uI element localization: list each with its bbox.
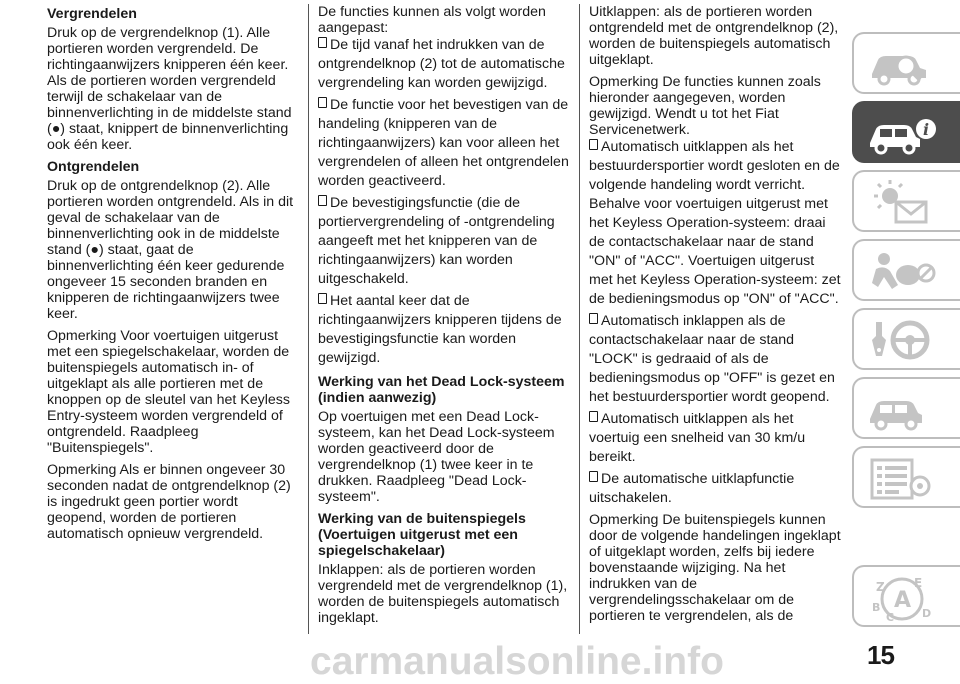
svg-text:C: C (886, 611, 895, 623)
car-breakdown-icon (864, 385, 936, 435)
steering-key-icon (864, 316, 936, 366)
page-number: 15 (867, 640, 894, 670)
list-item-text: Automatisch uitklappen als het voertuig een snelheid van 30 km/u bereikt. (589, 411, 806, 465)
paragraph-note-mirrors: Opmerking Voor voertuigen uitgerust met een spiegelschakelaar, worden de buitenspiegels automatisch in- of uitgeklapt als alle portieren met de knoppen op de sleutel van het Keyless Entry-systeem worden vergrendeld of ontgrendeld. Raadpleeg "Buitenspiegels". (47, 328, 290, 456)
svg-text:E: E (914, 576, 923, 590)
paragraph-fold-out: Uitklappen: als de portieren worden ontgrendeld met de ontgrendelknop (2), worden de buitenspiegels automatisch uitgeklapt. (589, 4, 839, 68)
paragraph-note-relock: Opmerking Als er binnen ongeveer 30 seconden nadat de ontgrendelknop (2) is ingedrukt geen portier wordt geopend, worden de portieren automatisch opnieuw vergrendeld. (47, 462, 291, 542)
heading-ontgrendelen: Ontgrendelen (47, 159, 140, 175)
paragraph-fold-in: Inklappen: als de portieren worden vergrendeld met de vergrendelknop (1), worden de buitenspiegels automatisch ingeklapt. (318, 562, 568, 626)
checkbox-bullet-icon (589, 411, 598, 422)
paragraph-lock: Druk op de vergrendelknop (1). Alle portieren worden vergrendeld. De richtingaanwijzers knipperen één keer. Als de portieren worden vergrendeld terwijl de schakelaar van de binnenverlichting in de middelste stand (●) staat, knippert de binnenverlichting ook één keer. (47, 25, 292, 153)
sidebar-tab-maintenance-list[interactable] (852, 446, 960, 508)
maintenance-list-icon (864, 454, 936, 504)
sidebar-tab-warning-lights[interactable] (852, 170, 960, 232)
sidebar-tab-steering-key[interactable] (852, 308, 960, 370)
paragraph-note-manual-fold: Opmerking De buitenspiegels kunnen door de volgende handelingen ingeklapt of uitgeklapt worden, zelfs bij iedere bovenstaande wijziging. Na het indrukken van de vergrendelingsschakelaar om de portieren te vergrendelen, als de (589, 512, 841, 624)
airbag-icon (864, 247, 936, 297)
warning-lights-icon (864, 178, 936, 228)
list-item (318, 36, 570, 93)
sidebar-tab-car-search[interactable] (852, 32, 960, 94)
list-item-text: De automatische uitklapfunctie uitschakelen. (589, 471, 795, 506)
alphabet-index-icon (864, 573, 936, 623)
list-item (589, 312, 841, 407)
list-item (318, 292, 570, 368)
checkbox-bullet-icon (318, 293, 327, 304)
checkbox-bullet-icon (589, 471, 598, 482)
watermark-text: carmanualsonline.info (310, 640, 724, 683)
sidebar-tab-car-breakdown[interactable] (852, 377, 960, 439)
list-item-text: De functie voor het bevestigen van de handeling (knipperen van de richtingaanwijzers) kan voor alleen het vergrendelen of alleen het ontgrendelen worden geactiveerd. (318, 97, 569, 189)
list-item (318, 96, 570, 191)
checkbox-bullet-icon (318, 37, 327, 48)
list-item-text: Het aantal keer dat de richtingaanwijzers knipperen tijdens de bevestigingsfunctie kan worden gewijzigd. (318, 293, 562, 366)
paragraph-unlock: Druk op de ontgrendelknop (2). Alle portieren worden ontgrendeld. Als in dit geval de schakelaar van de binnenverlichting ook in de middelste stand (●) staat, gaat de binnenverlichting één keer gedurende ongeveer 15 seconden branden en knipperen de richtingaanwijzers twee keer. (47, 178, 294, 322)
checkbox-bullet-icon (589, 139, 598, 150)
list-item (589, 138, 841, 309)
column-2 (318, 4, 570, 632)
sidebar-tab-airbag[interactable] (852, 239, 960, 301)
svg-text:D: D (922, 607, 932, 620)
svg-text:i: i (922, 120, 930, 139)
list-item (589, 470, 841, 508)
paragraph-note-functions: Opmerking De functies kunnen zoals hieronder aangegeven, worden gewijzigd. Wendt u tot het Fiat Servicenetwerk. (589, 74, 821, 138)
car-search-icon (864, 40, 936, 90)
heading-mirrors: Werking van de buitenspiegels (Voertuigen uitgerust met een spiegelschakelaar) (318, 511, 526, 559)
sidebar-tab-alphabet-index[interactable] (852, 565, 960, 627)
column-1 (47, 4, 297, 548)
list-item (318, 194, 570, 289)
list-item-text: De tijd vanaf het indrukken van de ontgrendelknop (2) tot de automatische vergrendeling kan worden gewijzigd. (318, 37, 565, 91)
list-item-text: Automatisch inklappen als de contactschakelaar naar de stand "LOCK" is gedraaid of als de bedieningsmodus op "OFF" is gezet en het bestuurdersportier wordt geopend. (589, 313, 835, 405)
svg-text:Z: Z (876, 580, 885, 594)
checkbox-bullet-icon (318, 195, 327, 206)
heading-vergrendelen: Vergrendelen (47, 6, 137, 22)
checkbox-bullet-icon (318, 97, 327, 108)
car-info-icon (864, 109, 936, 159)
heading-dead-lock: Werking van het Dead Lock-systeem (indien aanwezig) (318, 374, 565, 406)
list-item-text: Automatisch uitklappen als het bestuurdersportier wordt gesloten en de volgende handeling wordt verricht. Behalve voor voertuigen uitgerust met het Keyless Operation-systeem: draai de contactschakelaar naar de stand "ON" of "ACC". Voertuigen uitgerust met het Keyless Operation-systeem: zet de bedieningsmodus op "ON" of "ACC". (589, 139, 841, 307)
svg-text:A: A (894, 588, 912, 613)
list-item-text: De bevestigingsfunctie (die de portiervergrendeling of -ontgrendeling aangeeft met het knipperen van de richtingaanwijzers) kan worden uitgeschakeld. (318, 195, 555, 287)
paragraph-intro: De functies kunnen als volgt worden aangepast: (318, 4, 546, 36)
column-divider (308, 4, 309, 634)
column-3 (589, 4, 841, 630)
sidebar-tab-car-info[interactable] (852, 101, 960, 163)
paragraph-dead-lock: Op voertuigen met een Dead Lock-systeem, kan het Dead Lock-systeem worden geactiveerd door de vergrendelknop (1) twee keer in te drukken. Raadpleeg "Dead Lock-systeem". (318, 409, 555, 505)
list-item (589, 410, 841, 467)
checkbox-bullet-icon (589, 313, 598, 324)
svg-text:B: B (872, 601, 881, 614)
column-divider (579, 4, 580, 634)
